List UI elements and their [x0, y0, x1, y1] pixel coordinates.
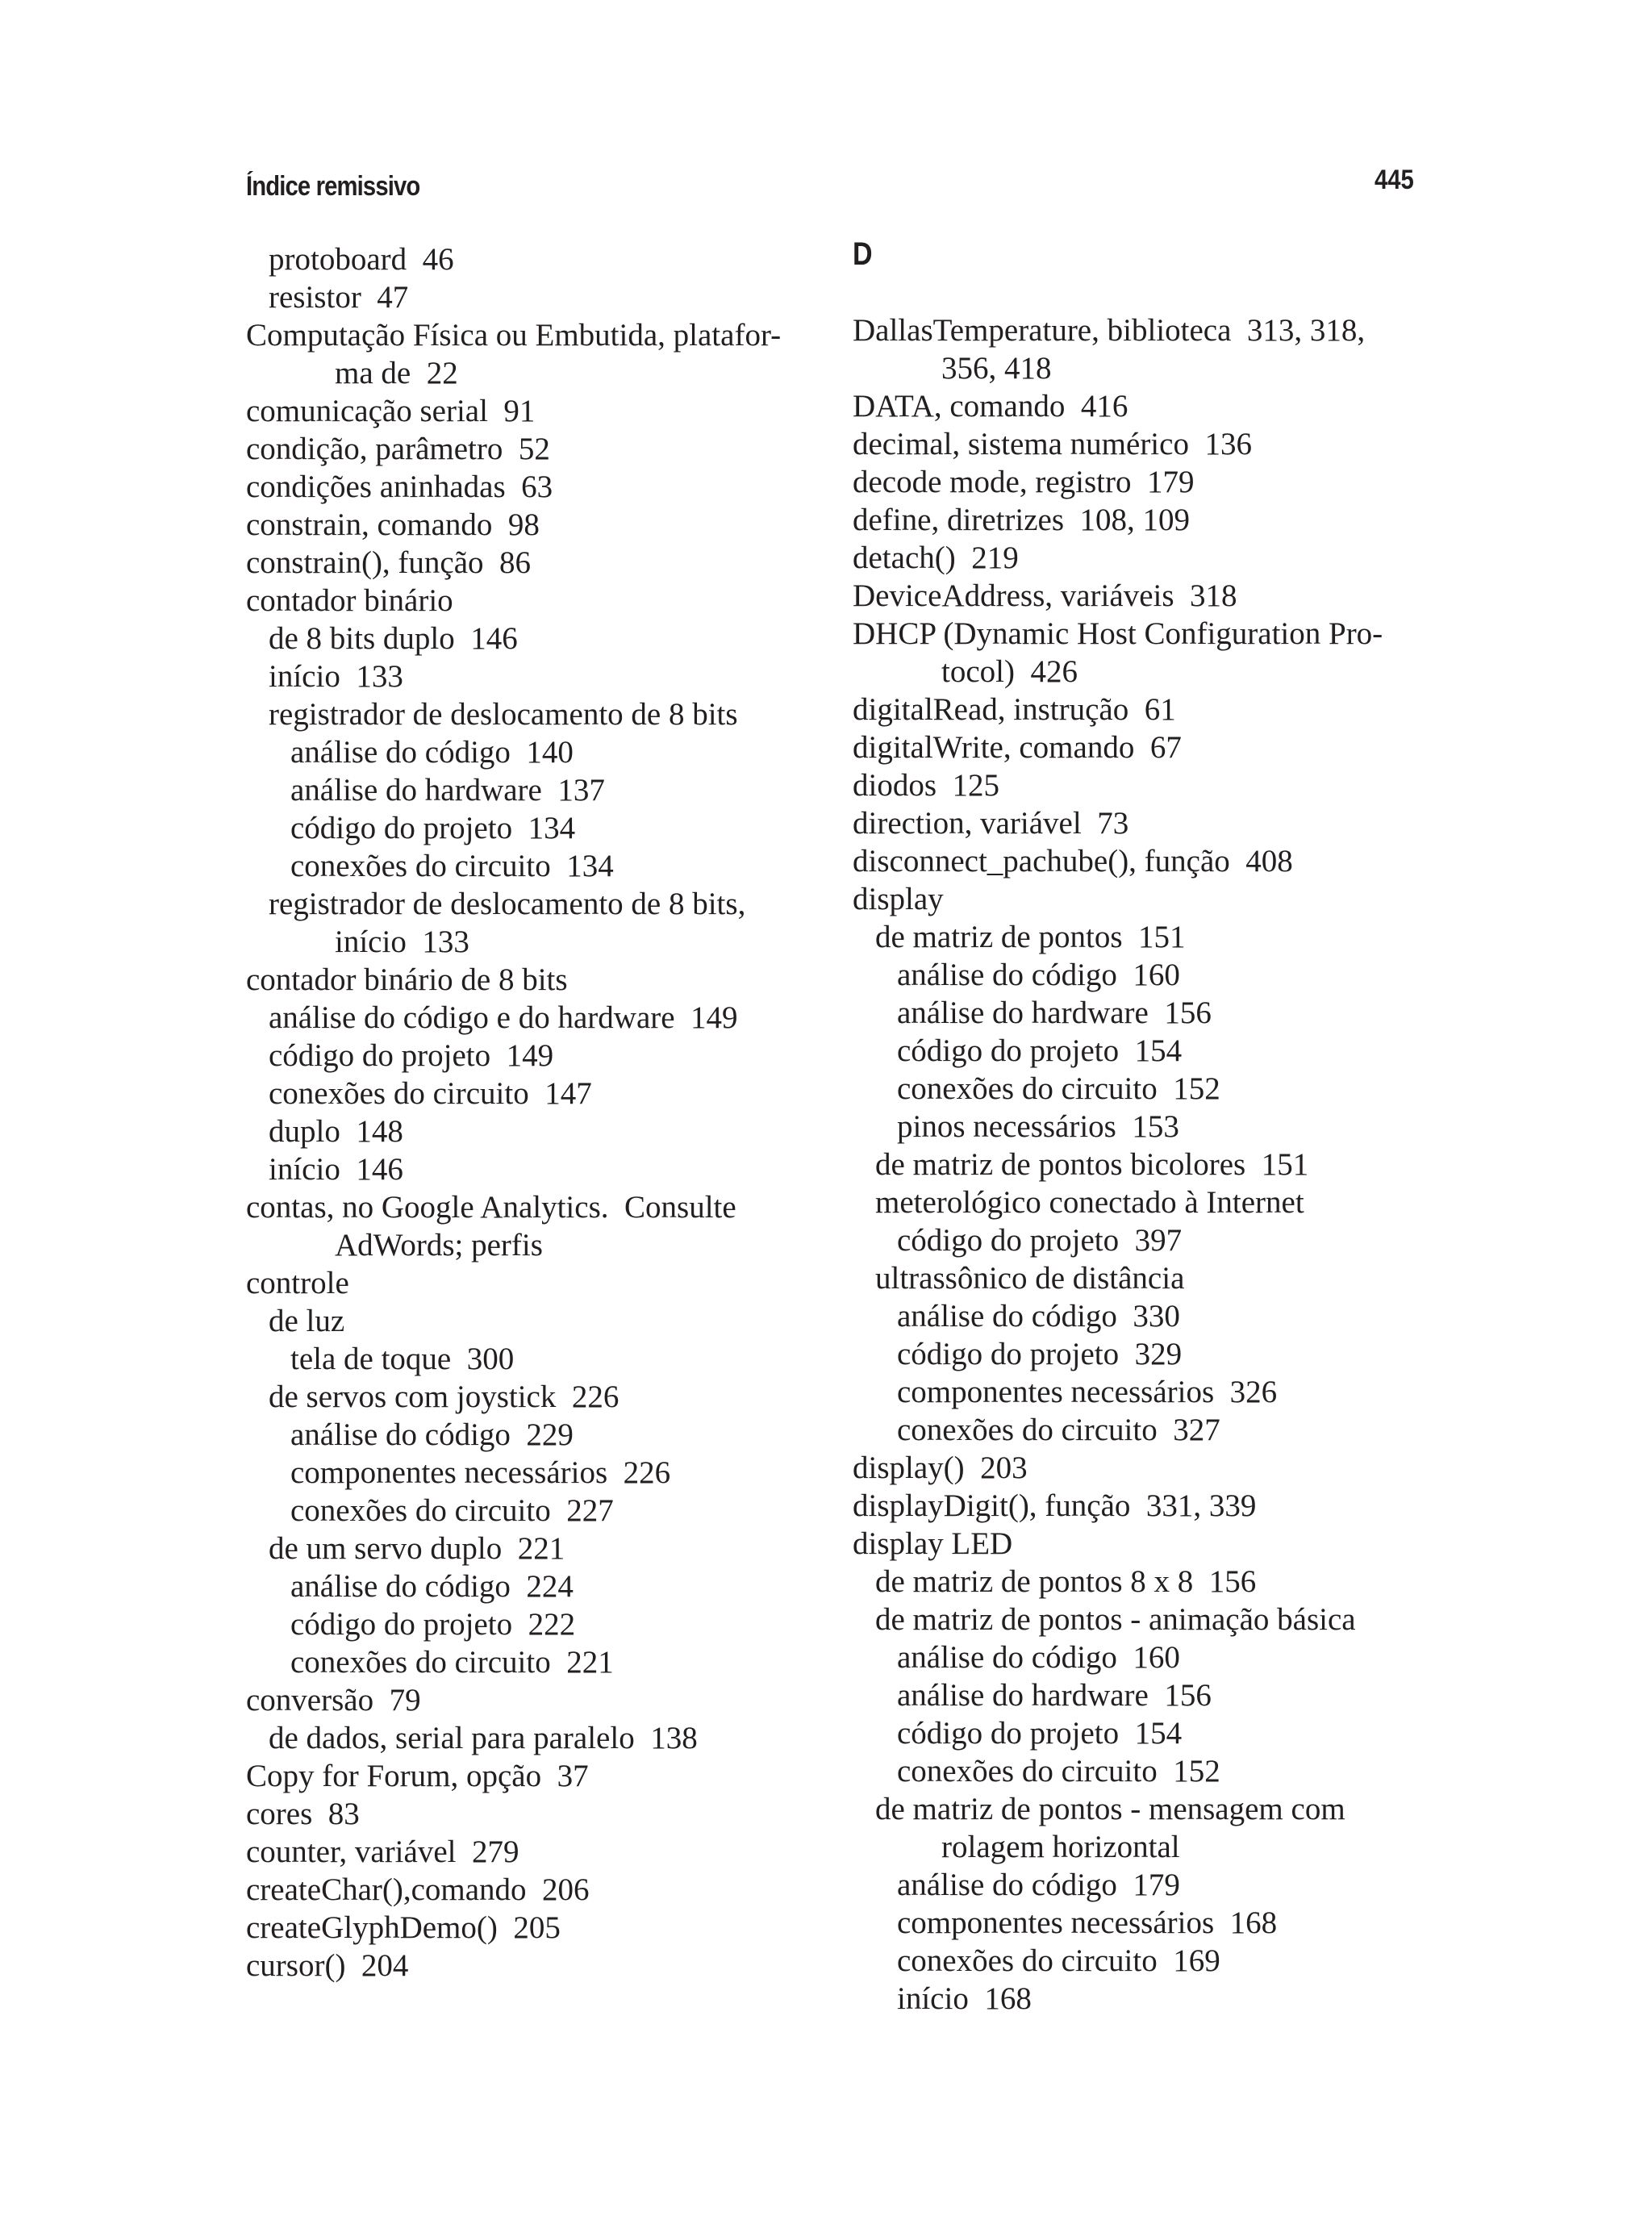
index-entry: de matriz de pontos 151: [875, 920, 1186, 954]
index-entry: digitalRead, instrução 61: [853, 692, 1176, 727]
index-entry: código do projeto 329: [897, 1337, 1183, 1371]
index-entry: displayDigit(), função 331, 339: [853, 1488, 1257, 1523]
index-entry: conversão 79: [246, 1683, 421, 1718]
index-entry: disconnect_pachube(), função 408: [853, 844, 1293, 879]
index-entry: contador binário de 8 bits: [246, 962, 568, 997]
index-entry: código do projeto 134: [290, 811, 576, 845]
index-entry: createGlyphDemo() 205: [246, 1910, 561, 1945]
index-entry: conexões do circuito 169: [897, 1943, 1220, 1978]
index-entry: tela de toque 300: [290, 1342, 515, 1376]
index-entry: conexões do circuito 227: [290, 1493, 614, 1528]
index-entry: direction, variável 73: [853, 806, 1129, 841]
index-entry: de luz: [269, 1304, 345, 1338]
index-entry: componentes necessários 326: [897, 1375, 1278, 1409]
index-entry-continuation: 356, 418: [941, 351, 1052, 386]
index-entry: de matriz de pontos 8 x 8 156: [875, 1564, 1257, 1599]
index-entry: contas, no Google Analytics. Consulte: [246, 1190, 736, 1225]
index-entry: meterológico conectado à Internet: [875, 1185, 1304, 1220]
index-entry: de 8 bits duplo 146: [269, 621, 518, 656]
index-entry: diodos 125: [853, 768, 1000, 803]
index-entry: DATA, comando 416: [853, 389, 1128, 424]
index-entry: de servos com joystick 226: [269, 1379, 620, 1414]
index-entry: análise do hardware 156: [897, 1678, 1212, 1713]
index-entry: condição, parâmetro 52: [246, 432, 550, 466]
index-entry: duplo 148: [269, 1114, 403, 1149]
index-entry: condições aninhadas 63: [246, 470, 553, 504]
index-entry-continuation: ma de 22: [335, 356, 458, 390]
index-entry: análise do hardware 156: [897, 995, 1212, 1030]
index-entry: início 133: [269, 659, 403, 694]
index-entry: cores 83: [246, 1797, 360, 1831]
index-entry: de dados, serial para paralelo 138: [269, 1721, 698, 1755]
index-entry: contador binário: [246, 583, 453, 618]
index-entry: protoboard 46: [269, 242, 454, 277]
index-entry: de matriz de pontos bicolores 151: [875, 1147, 1309, 1182]
index-entry: análise do código 229: [290, 1417, 574, 1452]
index-entry: DHCP (Dynamic Host Configuration Pro-: [853, 616, 1383, 651]
index-entry: conexões do circuito 327: [897, 1413, 1220, 1447]
index-entry: display: [853, 882, 944, 916]
index-entry: constrain, comando 98: [246, 507, 540, 542]
index-entry: controle: [246, 1266, 349, 1300]
index-entry: código do projeto 149: [269, 1038, 554, 1073]
index-entry: Copy for Forum, opção 37: [246, 1759, 589, 1793]
index-entry: análise do código 160: [897, 958, 1180, 992]
index-entry: display() 203: [853, 1450, 1028, 1485]
index-entry: componentes necessários 226: [290, 1455, 671, 1490]
index-entry: código do projeto 397: [897, 1223, 1183, 1258]
index-entry-continuation: início 133: [335, 925, 469, 959]
index-entry: de um servo duplo 221: [269, 1531, 565, 1566]
running-header-title: Índice remissivo: [246, 171, 420, 202]
index-entry: cursor() 204: [246, 1948, 409, 1983]
index-entry: detach() 219: [853, 541, 1019, 575]
index-column-left: [246, 240, 827, 1985]
index-entry: conexões do circuito 134: [290, 849, 614, 883]
index-entry: constrain(), função 86: [246, 545, 532, 580]
index-entry: display LED: [853, 1526, 1013, 1561]
index-entry: registrador de deslocamento de 8 bits: [269, 697, 738, 732]
index-entry: análise do código 160: [897, 1640, 1180, 1675]
index-entry-continuation: tocol) 426: [941, 654, 1078, 689]
index-entry: digitalWrite, comando 67: [853, 730, 1182, 765]
index-entry: conexões do circuito 152: [897, 1754, 1220, 1788]
index-entry: início 146: [269, 1152, 403, 1187]
index-entry: counter, variável 279: [246, 1834, 519, 1869]
index-entry: código do projeto 222: [290, 1607, 576, 1642]
index-column-right: [853, 236, 1433, 2018]
index-entry: DallasTemperature, biblioteca 313, 318,: [853, 313, 1366, 348]
index-entry: análise do código 224: [290, 1569, 574, 1604]
index-entry: ultrassônico de distância: [875, 1261, 1185, 1296]
index-entry: início 168: [897, 1981, 1032, 2016]
index-entry: análise do código 140: [290, 735, 574, 770]
index-entry: componentes necessários 168: [897, 1905, 1278, 1940]
index-entry-continuation: AdWords; perfis: [335, 1228, 543, 1263]
index-entry-continuation: rolagem horizontal: [941, 1830, 1180, 1864]
index-entry: createChar(),comando 206: [246, 1872, 590, 1907]
index-entry: conexões do circuito 147: [269, 1076, 592, 1111]
index-entry: de matriz de pontos - mensagem com: [875, 1792, 1345, 1826]
index-entry: código do projeto 154: [897, 1033, 1183, 1068]
index-entry: pinos necessários 153: [897, 1109, 1179, 1144]
index-entry: comunicação serial 91: [246, 394, 536, 428]
index-entry: análise do código 330: [897, 1299, 1180, 1334]
index-entry: registrador de deslocamento de 8 bits,: [269, 887, 746, 921]
index-entry: Computação Física ou Embutida, platafor-: [246, 318, 782, 353]
index-entry: de matriz de pontos - animação básica: [875, 1602, 1356, 1637]
index-entries-d: [853, 311, 1433, 2018]
index-entry: análise do código e do hardware 149: [269, 1000, 738, 1035]
index-entry: código do projeto 154: [897, 1716, 1183, 1751]
index-entry: análise do código 179: [897, 1868, 1180, 1902]
index-entry: conexões do circuito 221: [290, 1645, 614, 1680]
index-entry: decode mode, registro 179: [853, 465, 1195, 499]
index-entry: análise do hardware 137: [290, 773, 605, 808]
index-entry: DeviceAddress, variáveis 318: [853, 578, 1237, 613]
index-entry: define, diretrizes 108, 109: [853, 503, 1191, 537]
index-entry: conexões do circuito 152: [897, 1071, 1220, 1106]
page-number: 445: [1375, 165, 1414, 195]
index-entry: decimal, sistema numérico 136: [853, 427, 1252, 461]
section-letter-heading: D: [853, 236, 873, 272]
index-entry: resistor 47: [269, 280, 409, 315]
